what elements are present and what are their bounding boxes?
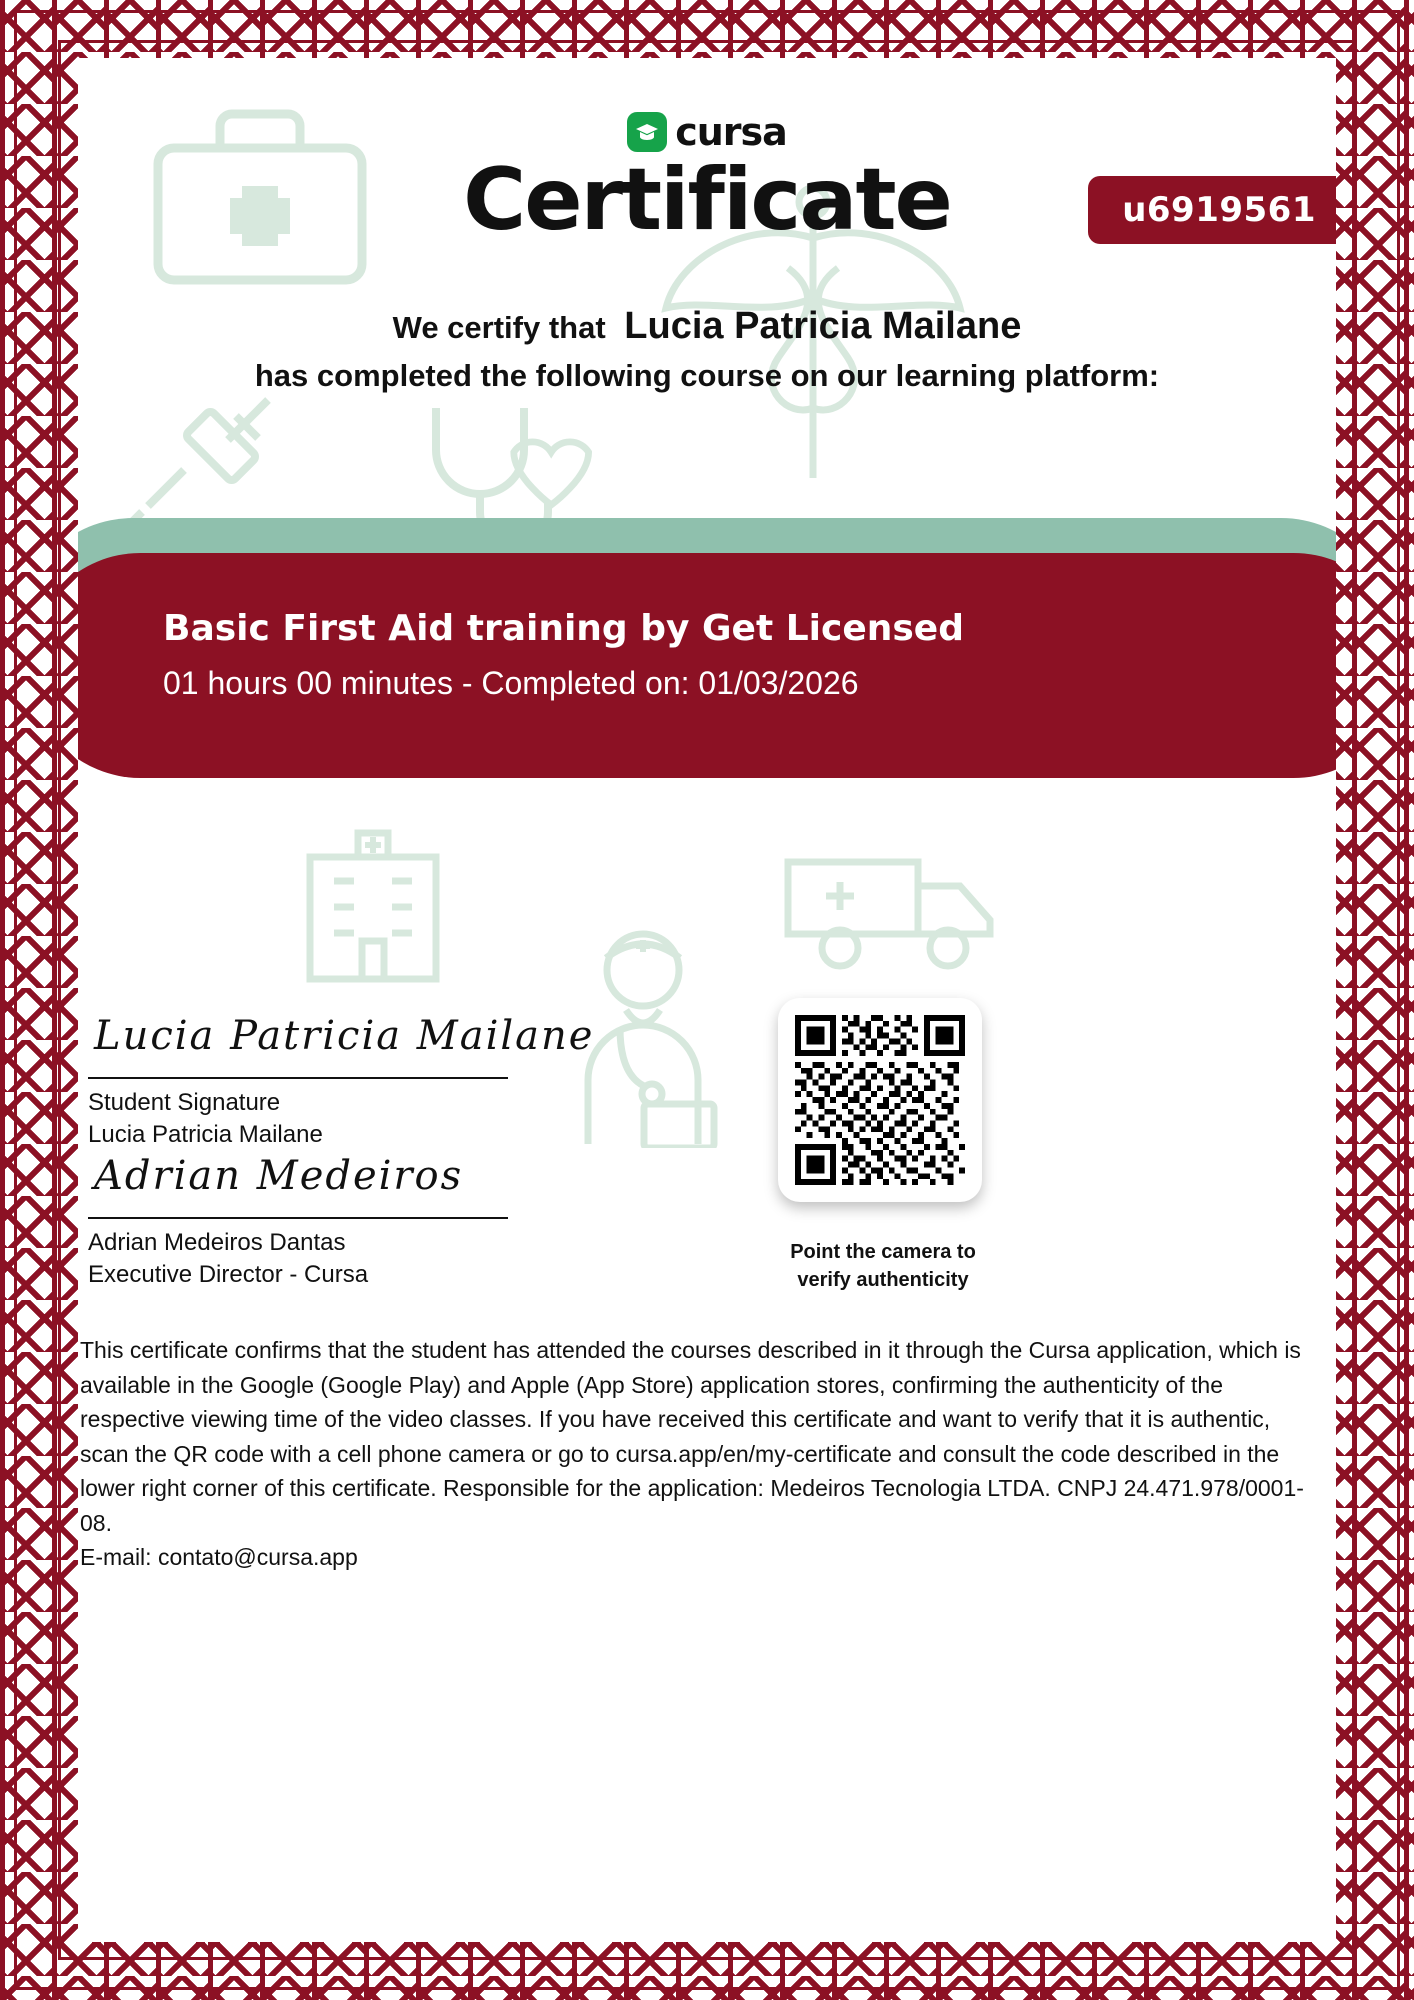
hospital-building-watermark-icon (288, 823, 458, 983)
qr-code-icon (795, 1015, 965, 1185)
course-title: Basic First Aid training by Get Licensed (163, 608, 964, 649)
certificate-code-badge: u6919561 (1088, 176, 1336, 244)
qr-caption-line2: verify authenticity (797, 1269, 969, 1291)
certificate-content (78, 58, 1336, 1942)
certify-statement-line1 (78, 305, 1336, 348)
brand-name: cursa (675, 110, 787, 154)
footer-disclaimer (80, 1333, 1316, 1575)
director-name: Adrian Medeiros Dantas (88, 1229, 346, 1256)
footer-email: E-mail: contato@cursa.app (80, 1544, 358, 1570)
student-signature-script: Lucia Patricia Mailane (94, 1013, 595, 1059)
director-signature-script: Adrian Medeiros (94, 1153, 464, 1199)
student-signature-caption (88, 1087, 648, 1152)
graduation-cap-icon (627, 112, 667, 152)
certify-prefix: We certify that (392, 310, 606, 345)
course-banner (78, 518, 1336, 788)
director-role: Executive Director - Cursa (88, 1261, 369, 1289)
certify-statement-line2: has completed the following course on our learning platform: (254, 358, 1160, 393)
director-signature-caption (88, 1227, 648, 1292)
page-title: Certificate (463, 150, 951, 250)
qr-code-card[interactable] (778, 998, 982, 1202)
director-signature-block (88, 1153, 648, 1292)
student-signature-line (88, 1077, 508, 1079)
qr-caption-line1: Point the camera to (790, 1241, 976, 1263)
qr-instruction-caption (738, 1238, 1028, 1294)
student-signature-block (88, 1013, 648, 1152)
student-signature-role: Student Signature (88, 1089, 281, 1116)
director-signature-line (88, 1217, 508, 1219)
student-name: Lucia Patricia Mailane (624, 305, 1022, 347)
footer-text: This certificate confirms that the student has attended the courses described in it through the Cursa application, which is available in the Google (Google Play) and Apple (App Store) application stores, confirming the authenticity of the respective viewing time of the video classes. If you have received this certificate and want to verify that it is authentic, scan the QR code with a cell phone camera or go to cursa.app/en/my-certificate and consult the code described in the lower right corner of this certificate. Responsible for the application: Medeiros Tecnologia LTDA. CNPJ 24.471.978/0001-08. (80, 1337, 1304, 1536)
student-signature-name: Lucia Patricia Mailane (88, 1121, 323, 1149)
banner-text-group (163, 608, 1276, 702)
course-duration-completion: 01 hours 00 minutes - Completed on: 01/03/2026 (163, 665, 859, 701)
syringe-watermark-icon (118, 388, 298, 538)
ambulance-watermark-icon (778, 838, 1008, 978)
cursa-logo (78, 110, 1336, 154)
